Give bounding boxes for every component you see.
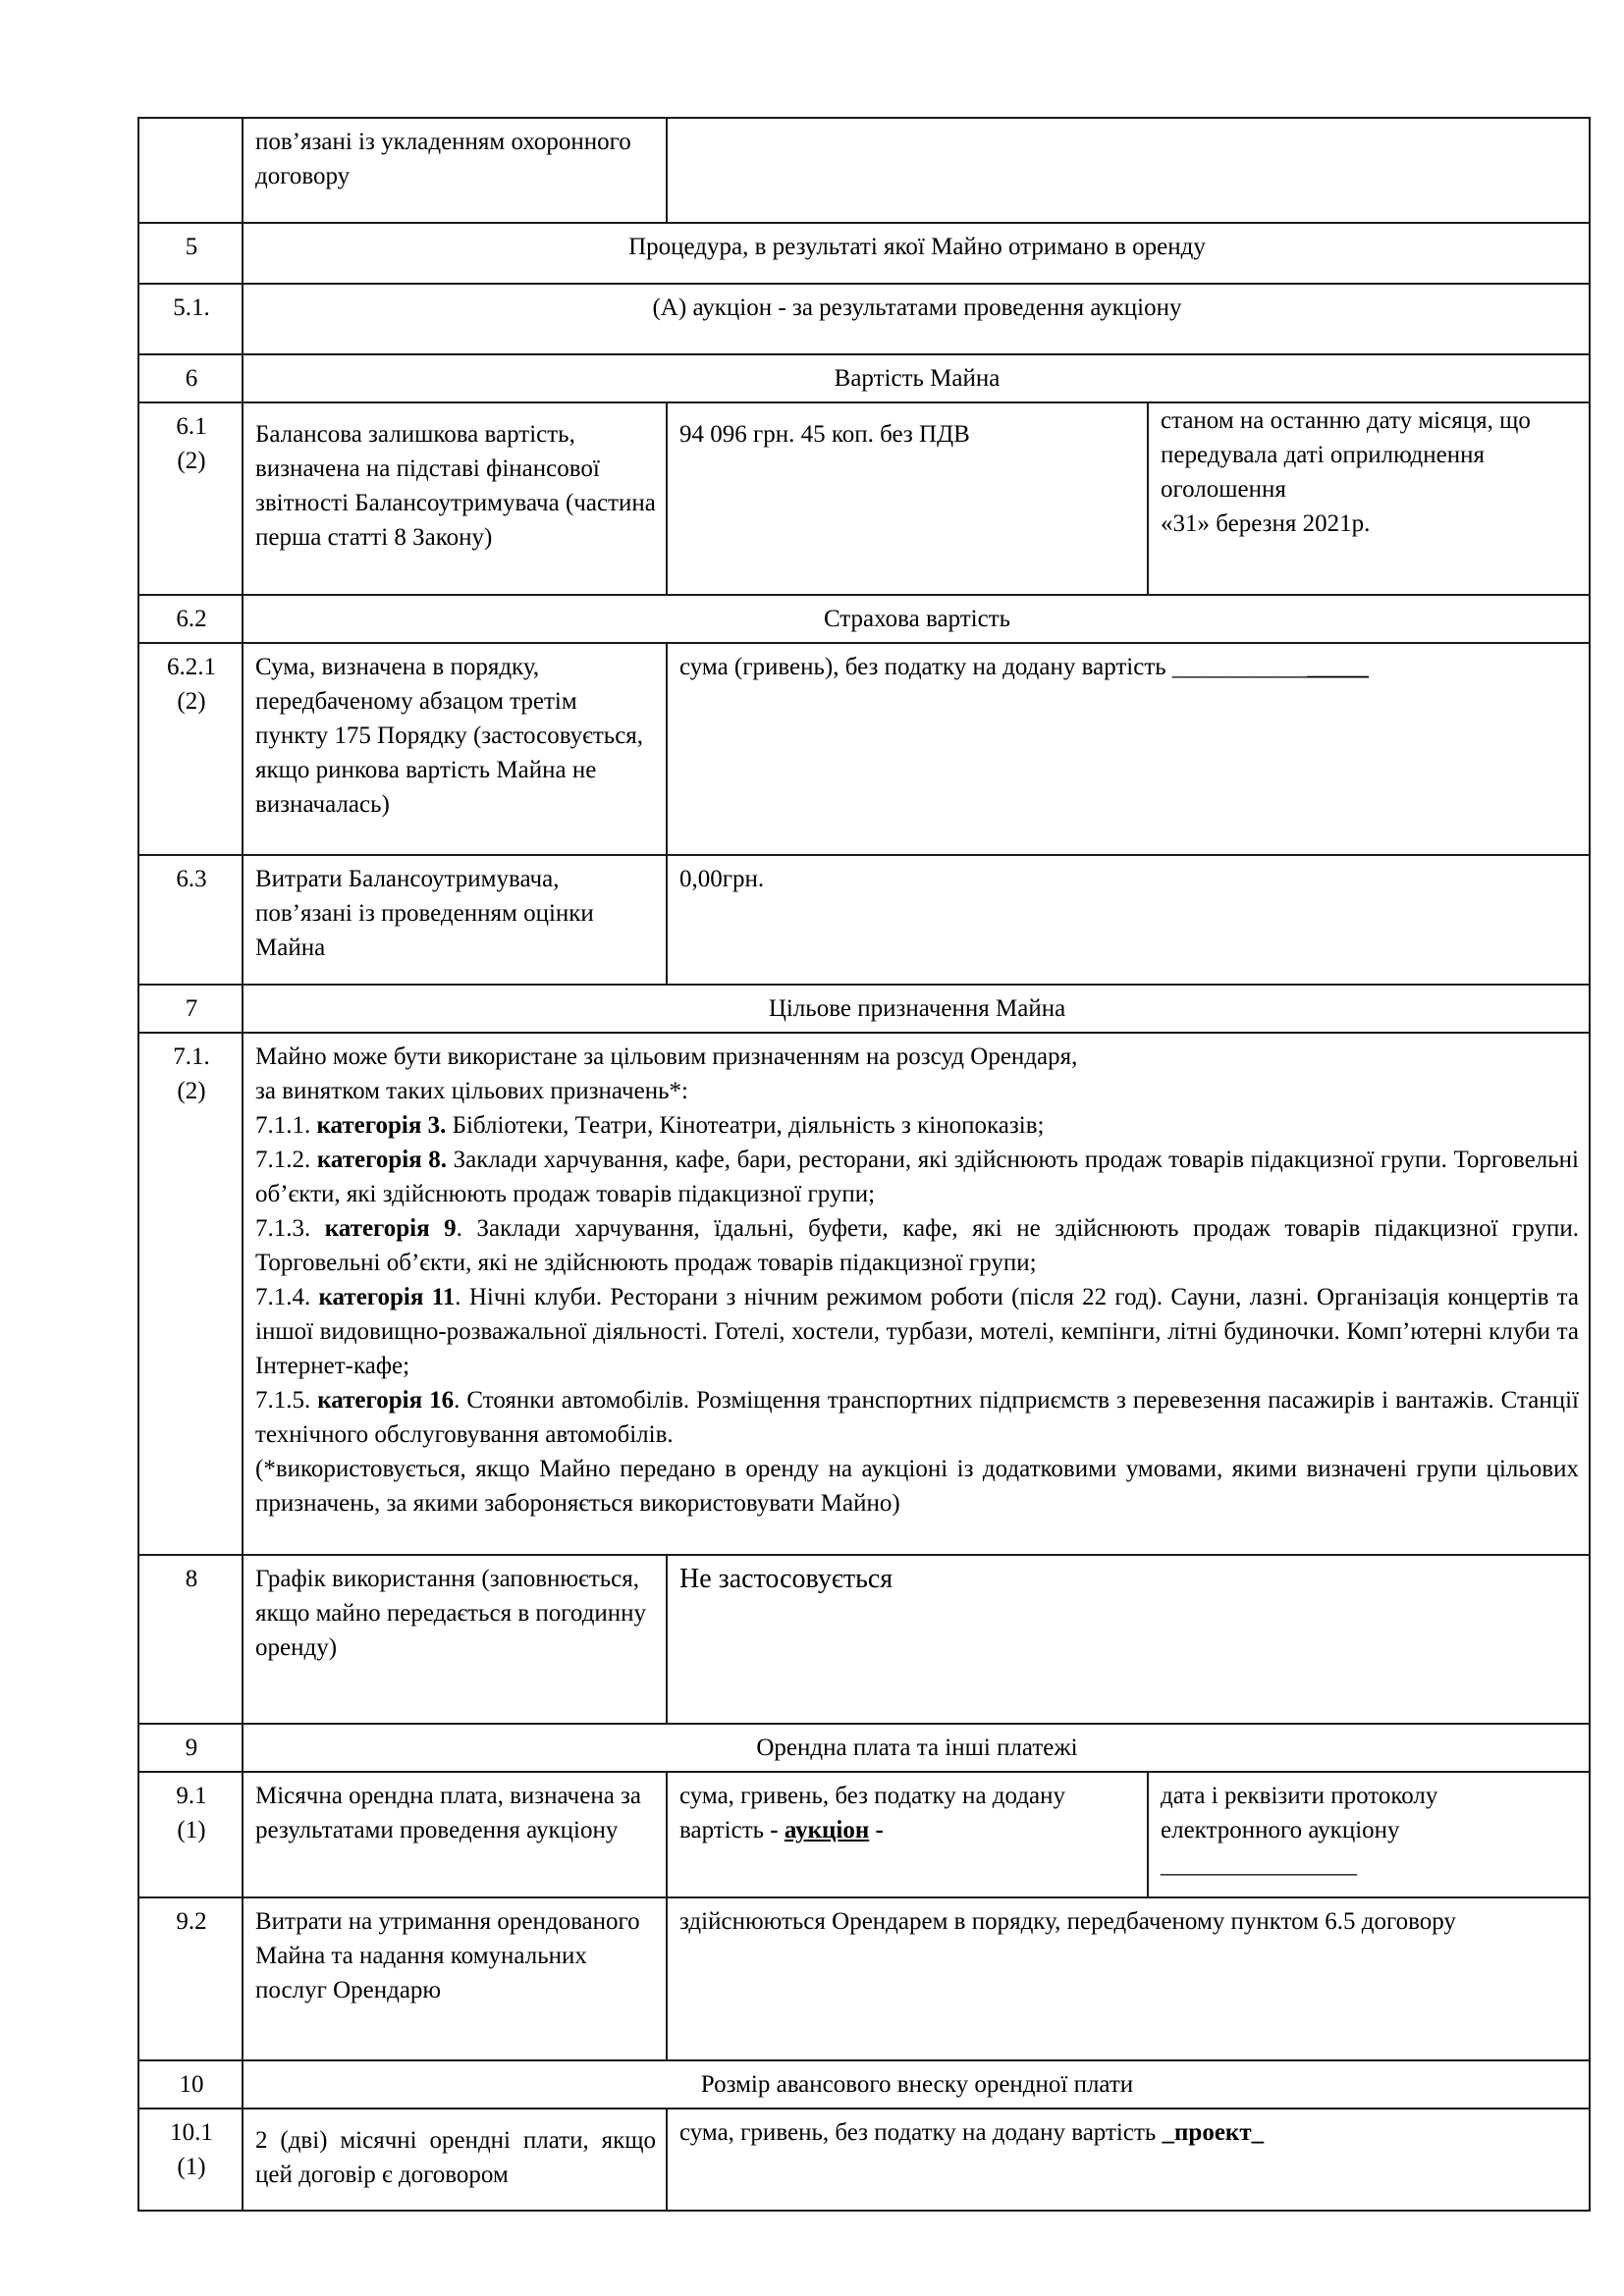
- purpose-item-5: [255, 1383, 1579, 1452]
- row-description: пов’язані із укладенням охоронного договору: [243, 118, 667, 223]
- auction-protocol-text: дата і реквізити протоколу електронного аукціону: [1161, 1783, 1438, 1843]
- row-number-note: (1): [177, 1817, 206, 1843]
- row-number-note: (2): [177, 688, 206, 715]
- item-number: 7.1.5.: [255, 1387, 311, 1414]
- table-row: [138, 1772, 1590, 1897]
- item-text: . Стоянки автомобілів. Розміщення транспортних підприємств з перевезення пасажирів і вантажів. Станції технічного обслуговування автомобілів.: [255, 1387, 1579, 1448]
- row-description: Графік використання (заповнюється, якщо майно передається в погодинну оренду): [243, 1555, 667, 1724]
- advance-value-draft: _проект_: [1162, 2119, 1265, 2146]
- advance-value-text: сума, гривень, без податку на додану вартість: [679, 2119, 1163, 2146]
- section-row-5: [138, 223, 1590, 284]
- row-number-main: 10.1: [170, 2119, 213, 2146]
- row-number: 9.2: [138, 1897, 243, 2060]
- row-number-main: 6.1: [176, 413, 207, 440]
- insurance-value: [667, 643, 1590, 855]
- item-text: Бібліотеки, Театри, Кінотеатри, діяльність з кінопоказів;: [446, 1112, 1045, 1139]
- rent-value-auction: аукціон: [784, 1817, 870, 1843]
- row-number: 6.3: [138, 855, 243, 985]
- property-lease-table: [137, 117, 1591, 2212]
- row-number: 6.2: [138, 595, 243, 643]
- row-description: Місячна орендна плата, визначена за результатами проведення аукціону: [243, 1772, 667, 1897]
- row-number-main: 6.2.1: [167, 654, 216, 680]
- row-number: 5: [138, 223, 243, 284]
- item-category: категорія 8.: [316, 1147, 448, 1173]
- section-row-6-2: [138, 595, 1590, 643]
- row-number-main: 7.1.: [173, 1043, 210, 1070]
- row-number: 8: [138, 1555, 243, 1724]
- row-description: Сума, визначена в порядку, передбаченому абзацом третім пункту 175 Порядку (застосовується, якщо ринкова вартість Майна не визначалась): [243, 643, 667, 855]
- table-row: [138, 2109, 1590, 2211]
- table-row: [138, 855, 1590, 985]
- rent-value-text: сума, гривень, без податку на додану вартість: [679, 1783, 1065, 1843]
- purpose-item-1: [255, 1108, 1579, 1143]
- purpose-intro-2: за винятком таких цільових призначень*:: [255, 1078, 688, 1104]
- purpose-restrictions: [243, 1033, 1590, 1555]
- row-number: [138, 2109, 243, 2211]
- row-description: Витрати на утримання орендованого Майна та надання комунальних послуг Орендарю: [243, 1897, 667, 2060]
- section-row-7: [138, 985, 1590, 1033]
- date-note-date: «31» березня 2021р.: [1161, 510, 1371, 537]
- auction-protocol-blank: ________________: [1161, 1851, 1357, 1878]
- purpose-item-4: [255, 1280, 1579, 1383]
- row-number: [138, 1772, 243, 1897]
- purpose-intro: Майно може бути використане за цільовим призначенням на розсуд Орендаря,: [255, 1043, 1078, 1070]
- section-heading: Цільове призначення Майна: [243, 985, 1590, 1033]
- item-number: 7.1.4.: [255, 1284, 311, 1310]
- row-number: 10: [138, 2060, 243, 2109]
- item-category: категорія 11: [318, 1284, 456, 1310]
- row-description: 2 (дві) місячні орендні плати, якщо цей договір є договором: [243, 2109, 667, 2211]
- row-number-note: (1): [177, 2154, 206, 2180]
- balance-value: 94 096 грн. 45 коп. без ПДВ: [667, 402, 1148, 595]
- row-number-main: 9.1: [176, 1783, 207, 1809]
- row-number-note: (2): [177, 448, 206, 474]
- row-value: [667, 118, 1590, 223]
- purpose-note: (*використовується, якщо Майно передано в оренду на аукціоні із додатковими умовами, якими визначені групи цільових призначень, за якими забороняється використовувати Майно): [255, 1456, 1579, 1517]
- date-note-text: станом на останню дату місяця, що передувала даті оприлюднення оголошення: [1161, 407, 1531, 503]
- row-number: [138, 643, 243, 855]
- item-text: . Нічні клуби. Ресторани з нічним режимом роботи (після 22 год). Сауни, лазні. Організація концертів та іншої видовищно-розважальної діяльності. Готелі, хостели, турбази, мотелі, кемпінги, літні будиночки. Комп’ютерні клуби та Інтернет-кафе;: [255, 1284, 1579, 1379]
- table-row: [138, 284, 1590, 354]
- item-number: 7.1.3.: [255, 1215, 311, 1242]
- row-description: Балансова залишкова вартість, визначена на підставі фінансової звітності Балансоутримувача (частина перша статті 8 Закону): [243, 402, 667, 595]
- table-row: [138, 643, 1590, 855]
- section-heading: Розмір авансового внеску орендної плати: [243, 2060, 1590, 2109]
- table-row: [138, 402, 1590, 595]
- section-heading: Вартість Майна: [243, 354, 1590, 402]
- procedure-value: (А) аукціон - за результатами проведення аукціону: [243, 284, 1590, 354]
- row-number: [138, 118, 243, 223]
- rent-value: [667, 1772, 1148, 1897]
- row-number: 7: [138, 985, 243, 1033]
- row-description: Витрати Балансоутримувача, пов’язані із проведенням оцінки Майна: [243, 855, 667, 985]
- appraisal-cost-value: 0,00грн.: [667, 855, 1590, 985]
- section-row-10: [138, 2060, 1590, 2109]
- table-row: [138, 1555, 1590, 1724]
- item-category: категорія 16: [317, 1387, 455, 1414]
- balance-date-note: [1148, 402, 1590, 595]
- row-number: [138, 402, 243, 595]
- maintenance-value: здійснюються Орендарем в порядку, передбаченому пунктом 6.5 договору: [667, 1897, 1590, 2060]
- table-row: [138, 118, 1590, 223]
- item-text: . Заклади харчування, їдальні, буфети, кафе, які не здійснюють продаж товарів підакцизної групи. Торговельні об’єкти, які не здійснюють продаж товарів підакцизної групи;: [255, 1215, 1579, 1276]
- table-row: [138, 1897, 1590, 2060]
- purpose-item-3: [255, 1211, 1579, 1280]
- purpose-item-2: [255, 1143, 1579, 1211]
- section-heading: Страхова вартість: [243, 595, 1590, 643]
- item-category: категорія 3.: [316, 1112, 447, 1139]
- rent-value-dash-2: -: [869, 1817, 884, 1843]
- item-text: Заклади харчування, кафе, бари, ресторани, які здійснюють продаж товарів підакцизної групи. Торговельні об’єкти, які здійснюють продаж товарів підакцизної групи;: [255, 1147, 1579, 1207]
- advance-payment-value: [667, 2109, 1590, 2211]
- row-number-note: (2): [177, 1078, 206, 1104]
- rent-value-dash: -: [770, 1817, 785, 1843]
- row-number: 5.1.: [138, 284, 243, 354]
- row-number: 9: [138, 1724, 243, 1772]
- table-row: [138, 1033, 1590, 1555]
- section-heading: Орендна плата та інші платежі: [243, 1724, 1590, 1772]
- section-row-9: [138, 1724, 1590, 1772]
- section-heading: Процедура, в результаті якої Майно отримано в оренду: [243, 223, 1590, 284]
- row-number: [138, 1033, 243, 1555]
- insurance-value-blank: _____: [1307, 654, 1369, 680]
- row-number: 6: [138, 354, 243, 402]
- item-number: 7.1.1.: [255, 1112, 311, 1139]
- item-number: 7.1.2.: [255, 1147, 311, 1173]
- insurance-value-text: сума (гривень), без податку на додану вартість ___________: [679, 654, 1308, 680]
- auction-protocol: [1148, 1772, 1590, 1897]
- item-category: категорія 9: [324, 1215, 457, 1242]
- schedule-value: Не застосовується: [667, 1555, 1590, 1724]
- section-row-6: [138, 354, 1590, 402]
